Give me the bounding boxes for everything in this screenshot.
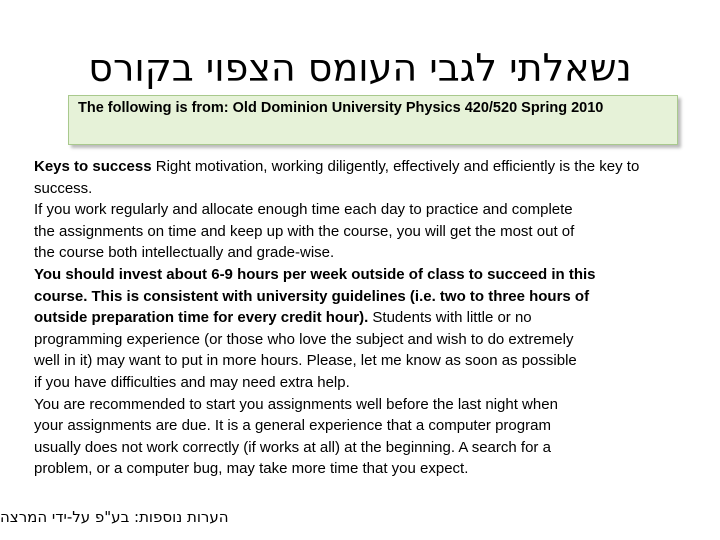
body-line: well in it) may want to put in more hours. Please, let me know as soon as possible (34, 352, 577, 370)
source-note: The following is from: Old Dominion University Physics 420/520 Spring 2010 (78, 100, 604, 116)
body-line: problem, or a computer bug, may take more time that you expect. (34, 460, 469, 478)
footer-note: הערות נוספות: בע"פ על-ידי המרצה (0, 508, 229, 526)
body-line (34, 307, 714, 329)
body-line: programming experience (or those who love the subject and wish to do extremely (34, 330, 574, 348)
body-line: success. (34, 179, 93, 197)
body-text (34, 156, 714, 480)
body-line: usually does not work correctly (if works at all) at the beginning. A search for a (34, 438, 551, 456)
slide-title: נשאלתי לגבי העומס הצפוי בקורס (88, 46, 632, 90)
body-line-text: Students with little or no (368, 309, 532, 327)
body-line: the course both intellectually and grade-wise. (34, 244, 335, 262)
body-line: You are recommended to start you assignments well before the last night when (34, 395, 558, 413)
body-line-text: Right motivation, working diligently, effectively and efficiently is the key to (151, 158, 640, 175)
body-line: the assignments on time and keep up with the course, you will get the most out of (34, 222, 575, 240)
body-line (34, 156, 714, 178)
body-line: your assignments are due. It is a general experience that a computer program (34, 417, 551, 435)
keys-to-success-heading: Keys to success (34, 158, 152, 175)
body-line-bold: course. This is consistent with university guidelines (i.e. two to three hours of (34, 287, 590, 305)
body-line: if you have difficulties and may need extra help. (34, 373, 350, 391)
body-line-bold: You should invest about 6-9 hours per week outside of class to succeed in this (34, 265, 596, 283)
body-line: If you work regularly and allocate enough time each day to practice and complete (34, 201, 573, 219)
body-bold-segment: outside preparation time for every credit hour). (34, 309, 369, 327)
